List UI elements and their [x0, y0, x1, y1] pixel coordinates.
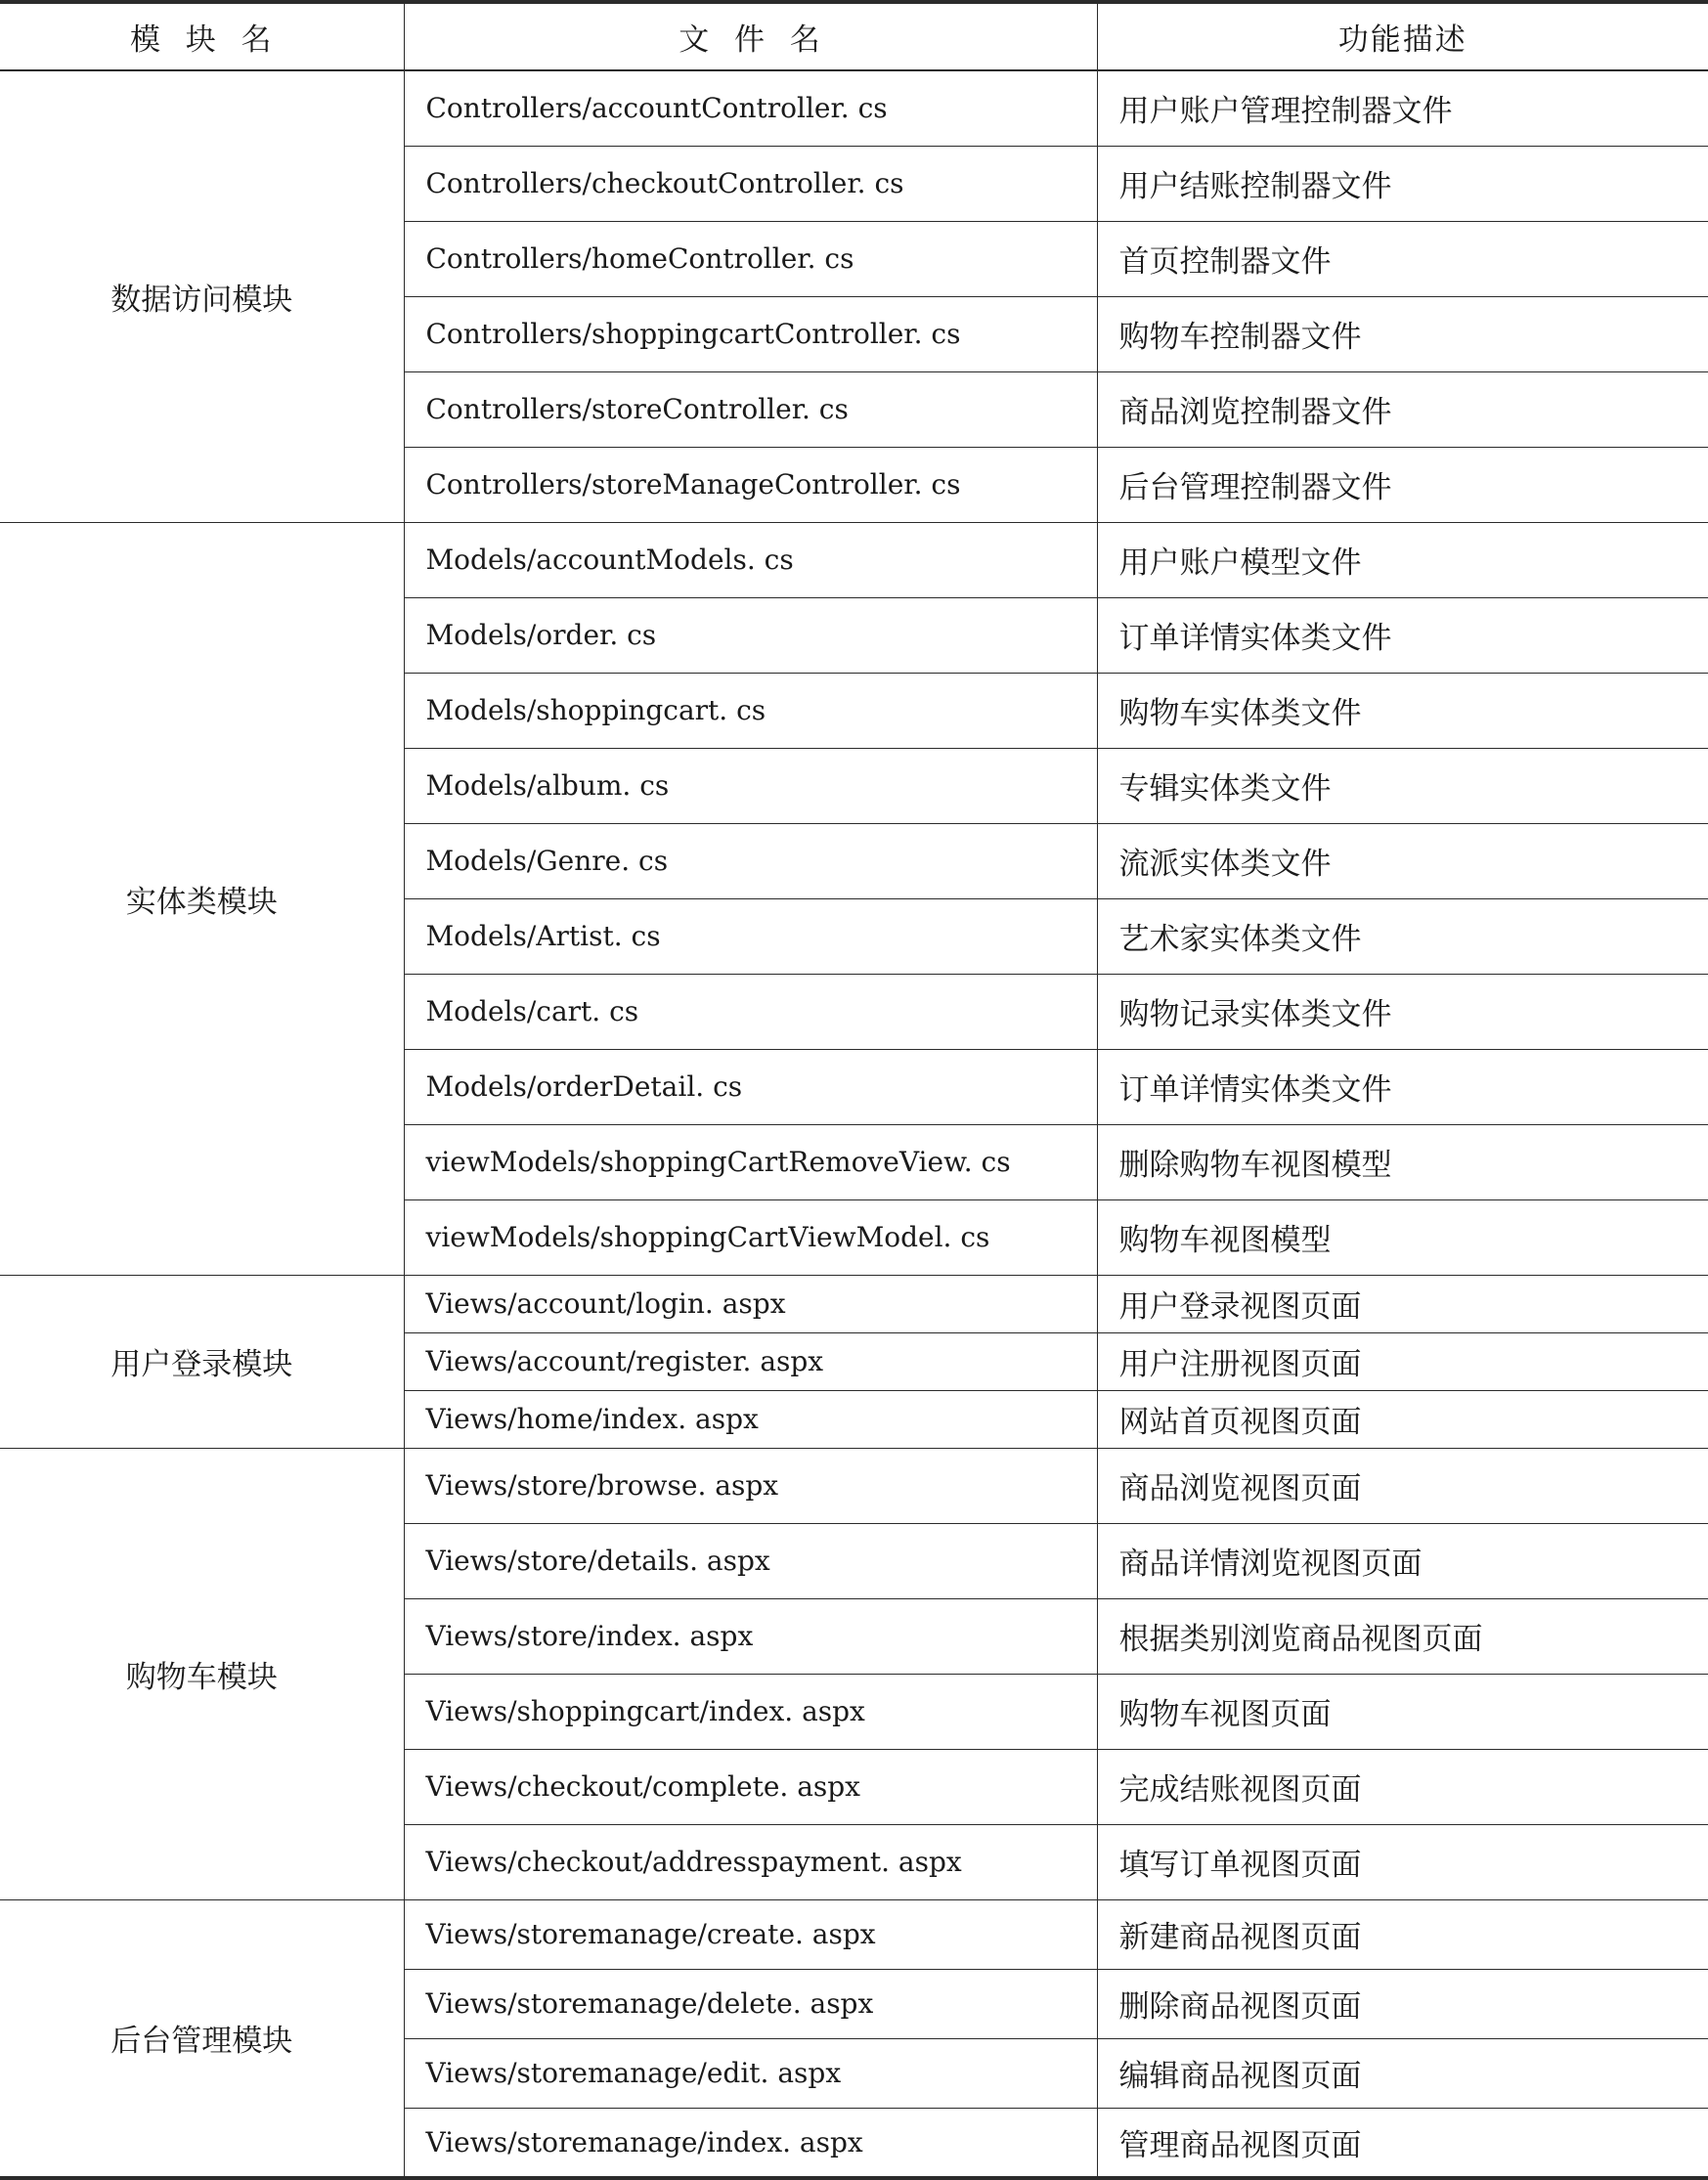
- table-row: [0, 522, 1708, 597]
- module-cell: 购物车模块: [0, 1448, 404, 1899]
- file-cell: Controllers/storeManageController. cs: [404, 447, 1097, 522]
- file-cell: Models/Genre. cs: [404, 823, 1097, 898]
- desc-cell: 新建商品视图页面: [1097, 1899, 1708, 1969]
- file-cell: Models/order. cs: [404, 597, 1097, 673]
- desc-cell: 订单详情实体类文件: [1097, 597, 1708, 673]
- desc-cell: 首页控制器文件: [1097, 221, 1708, 296]
- file-cell: viewModels/shoppingCartViewModel. cs: [404, 1199, 1097, 1275]
- header-module: 模 块 名: [0, 2, 404, 70]
- desc-cell: 用户注册视图页面: [1097, 1332, 1708, 1390]
- file-cell: viewModels/shoppingCartRemoveView. cs: [404, 1124, 1097, 1199]
- table-row: [0, 1448, 1708, 1523]
- desc-cell: 商品浏览控制器文件: [1097, 371, 1708, 447]
- desc-cell: 后台管理控制器文件: [1097, 447, 1708, 522]
- desc-cell: 购物车视图页面: [1097, 1674, 1708, 1749]
- file-cell: Models/cart. cs: [404, 974, 1097, 1049]
- file-cell: Views/checkout/complete. aspx: [404, 1749, 1097, 1824]
- desc-cell: 完成结账视图页面: [1097, 1749, 1708, 1824]
- file-cell: Views/shoppingcart/index. aspx: [404, 1674, 1097, 1749]
- desc-cell: 网站首页视图页面: [1097, 1390, 1708, 1448]
- file-cell: Views/storemanage/delete. aspx: [404, 1969, 1097, 2038]
- file-cell: Views/checkout/addresspayment. aspx: [404, 1824, 1097, 1899]
- desc-cell: 购物车控制器文件: [1097, 296, 1708, 371]
- desc-cell: 专辑实体类文件: [1097, 748, 1708, 823]
- desc-cell: 流派实体类文件: [1097, 823, 1708, 898]
- desc-cell: 艺术家实体类文件: [1097, 898, 1708, 974]
- desc-cell: 商品浏览视图页面: [1097, 1448, 1708, 1523]
- file-cell: Controllers/shoppingcartController. cs: [404, 296, 1097, 371]
- table-row: [0, 1899, 1708, 1969]
- desc-cell: 根据类别浏览商品视图页面: [1097, 1598, 1708, 1674]
- file-cell: Views/store/browse. aspx: [404, 1448, 1097, 1523]
- module-cell: 实体类模块: [0, 522, 404, 1275]
- file-cell: Controllers/homeController. cs: [404, 221, 1097, 296]
- file-cell: Views/storemanage/create. aspx: [404, 1899, 1097, 1969]
- file-cell: Controllers/checkoutController. cs: [404, 146, 1097, 221]
- desc-cell: 填写订单视图页面: [1097, 1824, 1708, 1899]
- header-file: 文 件 名: [404, 2, 1097, 70]
- file-cell: Models/accountModels. cs: [404, 522, 1097, 597]
- file-cell: Models/Artist. cs: [404, 898, 1097, 974]
- desc-cell: 编辑商品视图页面: [1097, 2038, 1708, 2108]
- desc-cell: 购物车视图模型: [1097, 1199, 1708, 1275]
- file-cell: Controllers/accountController. cs: [404, 70, 1097, 146]
- desc-cell: 删除购物车视图模型: [1097, 1124, 1708, 1199]
- file-cell: Models/album. cs: [404, 748, 1097, 823]
- file-cell: Views/storemanage/edit. aspx: [404, 2038, 1097, 2108]
- file-cell: Views/storemanage/index. aspx: [404, 2108, 1097, 2178]
- desc-cell: 商品详情浏览视图页面: [1097, 1523, 1708, 1598]
- file-cell: Views/home/index. aspx: [404, 1390, 1097, 1448]
- module-cell: 用户登录模块: [0, 1275, 404, 1448]
- desc-cell: 订单详情实体类文件: [1097, 1049, 1708, 1124]
- desc-cell: 购物车实体类文件: [1097, 673, 1708, 748]
- desc-cell: 管理商品视图页面: [1097, 2108, 1708, 2178]
- desc-cell: 购物记录实体类文件: [1097, 974, 1708, 1049]
- desc-cell: 用户登录视图页面: [1097, 1275, 1708, 1332]
- desc-cell: 用户账户管理控制器文件: [1097, 70, 1708, 146]
- file-cell: Views/store/details. aspx: [404, 1523, 1097, 1598]
- desc-cell: 用户账户模型文件: [1097, 522, 1708, 597]
- file-cell: Views/account/login. aspx: [404, 1275, 1097, 1332]
- file-cell: Models/orderDetail. cs: [404, 1049, 1097, 1124]
- module-cell: 后台管理模块: [0, 1899, 404, 2178]
- file-cell: Models/shoppingcart. cs: [404, 673, 1097, 748]
- desc-cell: 用户结账控制器文件: [1097, 146, 1708, 221]
- file-cell: Controllers/storeController. cs: [404, 371, 1097, 447]
- header-desc: 功能描述: [1097, 2, 1708, 70]
- desc-cell: 删除商品视图页面: [1097, 1969, 1708, 2038]
- table-header-row: [0, 2, 1708, 70]
- module-cell: 数据访问模块: [0, 70, 404, 522]
- table-row: [0, 70, 1708, 146]
- table-row: [0, 1275, 1708, 1332]
- file-cell: Views/account/register. aspx: [404, 1332, 1097, 1390]
- file-cell: Views/store/index. aspx: [404, 1598, 1097, 1674]
